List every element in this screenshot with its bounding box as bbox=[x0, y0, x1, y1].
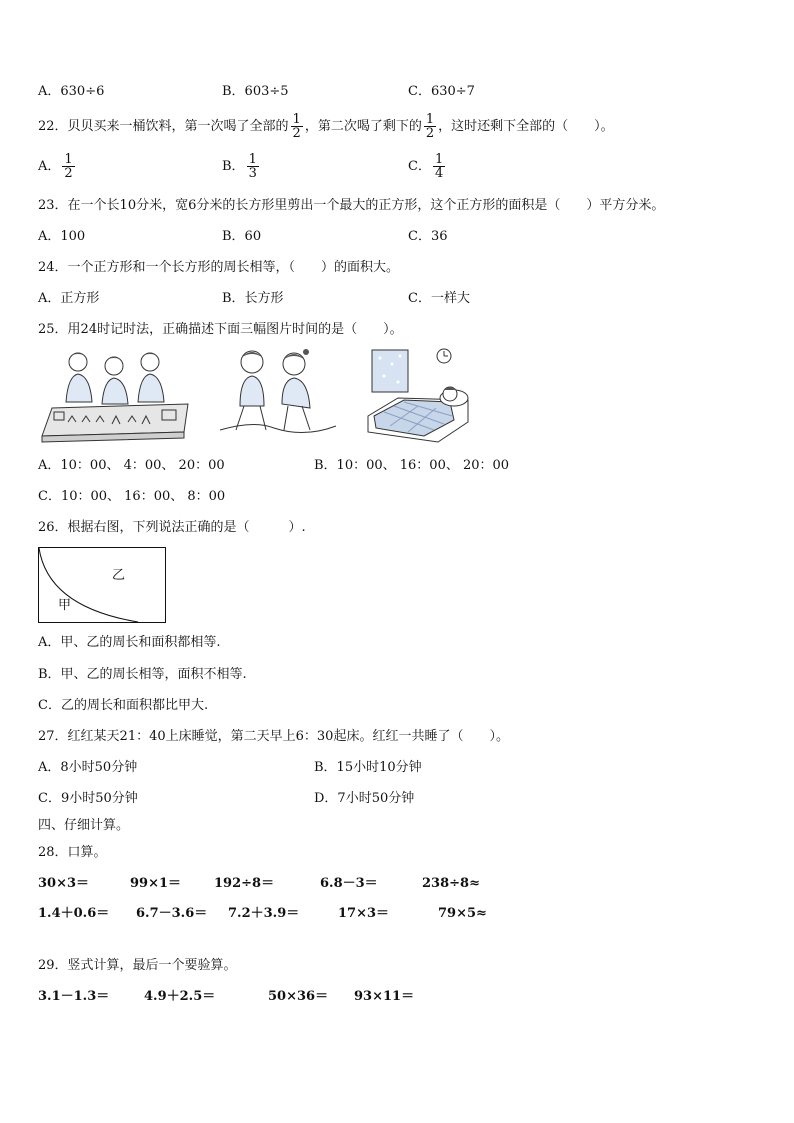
q22-option-b-label: B． bbox=[222, 159, 245, 174]
q29-item: 3.1－1.3＝ bbox=[38, 989, 110, 1004]
q28-item: 1.4＋0.6＝ bbox=[38, 906, 110, 921]
q28-item: 192÷8＝ bbox=[214, 876, 275, 891]
q29-item: 50×36＝ bbox=[268, 989, 329, 1004]
q27-question: 27．红红某天21：40上床睡觉，第二天早上6：30起床。红红一共睡了（ ）。 bbox=[38, 729, 509, 744]
q28-item: 99×1＝ bbox=[130, 876, 182, 891]
q25-option-b[interactable]: B．10：00、 16：00、 20：00 bbox=[314, 458, 510, 473]
q28-item: 6.7－3.6＝ bbox=[136, 906, 208, 921]
q22-fraction-1 bbox=[291, 113, 303, 140]
q25-option-a[interactable]: A．10：00、 4：00、 20：00 bbox=[38, 458, 225, 473]
q22-option-a[interactable] bbox=[38, 152, 77, 182]
q25-option-c[interactable]: C．10：00、 16：00、 8：00 bbox=[38, 489, 226, 504]
q24-option-c[interactable]: C．一样大 bbox=[408, 291, 470, 306]
q27-option-b[interactable]: B．15小时10分钟 bbox=[314, 760, 422, 775]
q22-option-b-numerator: 1 bbox=[248, 152, 257, 167]
q26-question: 26．根据右图，下列说法正确的是（ ）. bbox=[38, 520, 306, 535]
q28-item: 238÷8≈ bbox=[422, 876, 480, 891]
q22-option-c-numerator: 1 bbox=[434, 152, 444, 167]
q27-option-d[interactable]: D．7小时50分钟 bbox=[314, 791, 415, 806]
q22-option-a-label: A． bbox=[38, 159, 61, 174]
q22-option-c-label: C． bbox=[408, 159, 431, 174]
q28-item: 79×5≈ bbox=[438, 906, 487, 921]
q22-frac2-denominator: 2 bbox=[425, 126, 435, 141]
q23-question: 23．在一个长10分米，宽6分米的长方形里剪出一个最大的正方形，这个正方形的面积是（ ）平方分米。 bbox=[38, 198, 665, 213]
q28-item: 17×3＝ bbox=[338, 906, 390, 921]
q22-frac1-numerator: 1 bbox=[292, 112, 301, 127]
q22-option-c-denominator: 4 bbox=[434, 166, 444, 181]
child-sleeping-illustration bbox=[364, 346, 474, 446]
label-jia: 甲 bbox=[58, 598, 72, 613]
q22-question bbox=[38, 112, 614, 142]
q22-suffix: ，这时还剩下全部的（ ）。 bbox=[438, 119, 614, 134]
q29-title: 29．竖式计算，最后一个要验算。 bbox=[38, 958, 237, 973]
q24-question: 24．一个正方形和一个长方形的周长相等，（ ）的面积大。 bbox=[38, 260, 400, 275]
q21-option-c[interactable]: C．630÷7 bbox=[408, 84, 475, 99]
q22-mid: ，第二次喝了剩下的 bbox=[304, 119, 422, 134]
q22-frac2-numerator: 1 bbox=[425, 112, 435, 127]
q22-option-c-fraction bbox=[433, 153, 445, 180]
q21-option-a[interactable]: A．630÷6 bbox=[38, 84, 105, 99]
q22-option-c[interactable] bbox=[408, 152, 447, 182]
q24-option-b[interactable]: B．长方形 bbox=[222, 291, 284, 306]
q24-option-a[interactable]: A．正方形 bbox=[38, 291, 100, 306]
q22-option-b-fraction bbox=[247, 153, 259, 180]
label-yi: 乙 bbox=[112, 568, 126, 583]
q27-option-c[interactable]: C．9小时50分钟 bbox=[38, 791, 138, 806]
q22-option-a-denominator: 2 bbox=[64, 166, 73, 181]
q22-fraction-2 bbox=[424, 113, 436, 140]
q22-option-b-denominator: 3 bbox=[248, 166, 257, 181]
q22-prefix: 22．贝贝买来一桶饮料，第一次喝了全部的 bbox=[38, 119, 289, 134]
q22-option-a-numerator: 1 bbox=[64, 152, 73, 167]
q26-option-b[interactable]: B．甲、乙的周长相等，面积不相等. bbox=[38, 667, 247, 682]
q28-item: 7.2＋3.9＝ bbox=[228, 906, 300, 921]
children-walking-illustration bbox=[214, 346, 338, 440]
q23-option-c[interactable]: C．36 bbox=[408, 229, 448, 244]
q27-option-a[interactable]: A．8小时50分钟 bbox=[38, 760, 138, 775]
q28-item: 30×3＝ bbox=[38, 876, 90, 891]
q26-option-a[interactable]: A．甲、乙的周长和面积都相等. bbox=[38, 635, 221, 650]
children-crafting-illustration bbox=[38, 348, 190, 446]
q22-option-b[interactable] bbox=[222, 152, 261, 182]
q25-question: 25．用24时记时法，正确描述下面三幅图片时间的是（ ）。 bbox=[38, 322, 403, 337]
q29-item: 93×11＝ bbox=[354, 989, 415, 1004]
q23-option-a[interactable]: A．100 bbox=[38, 229, 86, 244]
q28-title: 28．口算。 bbox=[38, 845, 107, 860]
q26-figure bbox=[38, 547, 166, 623]
q29-item: 4.9＋2.5＝ bbox=[144, 989, 216, 1004]
q23-option-b[interactable]: B．60 bbox=[222, 229, 262, 244]
q22-frac1-denominator: 2 bbox=[292, 126, 301, 141]
q28-item: 6.8－3＝ bbox=[320, 876, 378, 891]
q21-option-b[interactable]: B．603÷5 bbox=[222, 84, 289, 99]
section-heading: 四、仔细计算。 bbox=[38, 818, 130, 833]
q22-option-a-fraction bbox=[62, 153, 74, 180]
q26-option-c[interactable]: C．乙的周长和面积都比甲大. bbox=[38, 698, 209, 713]
